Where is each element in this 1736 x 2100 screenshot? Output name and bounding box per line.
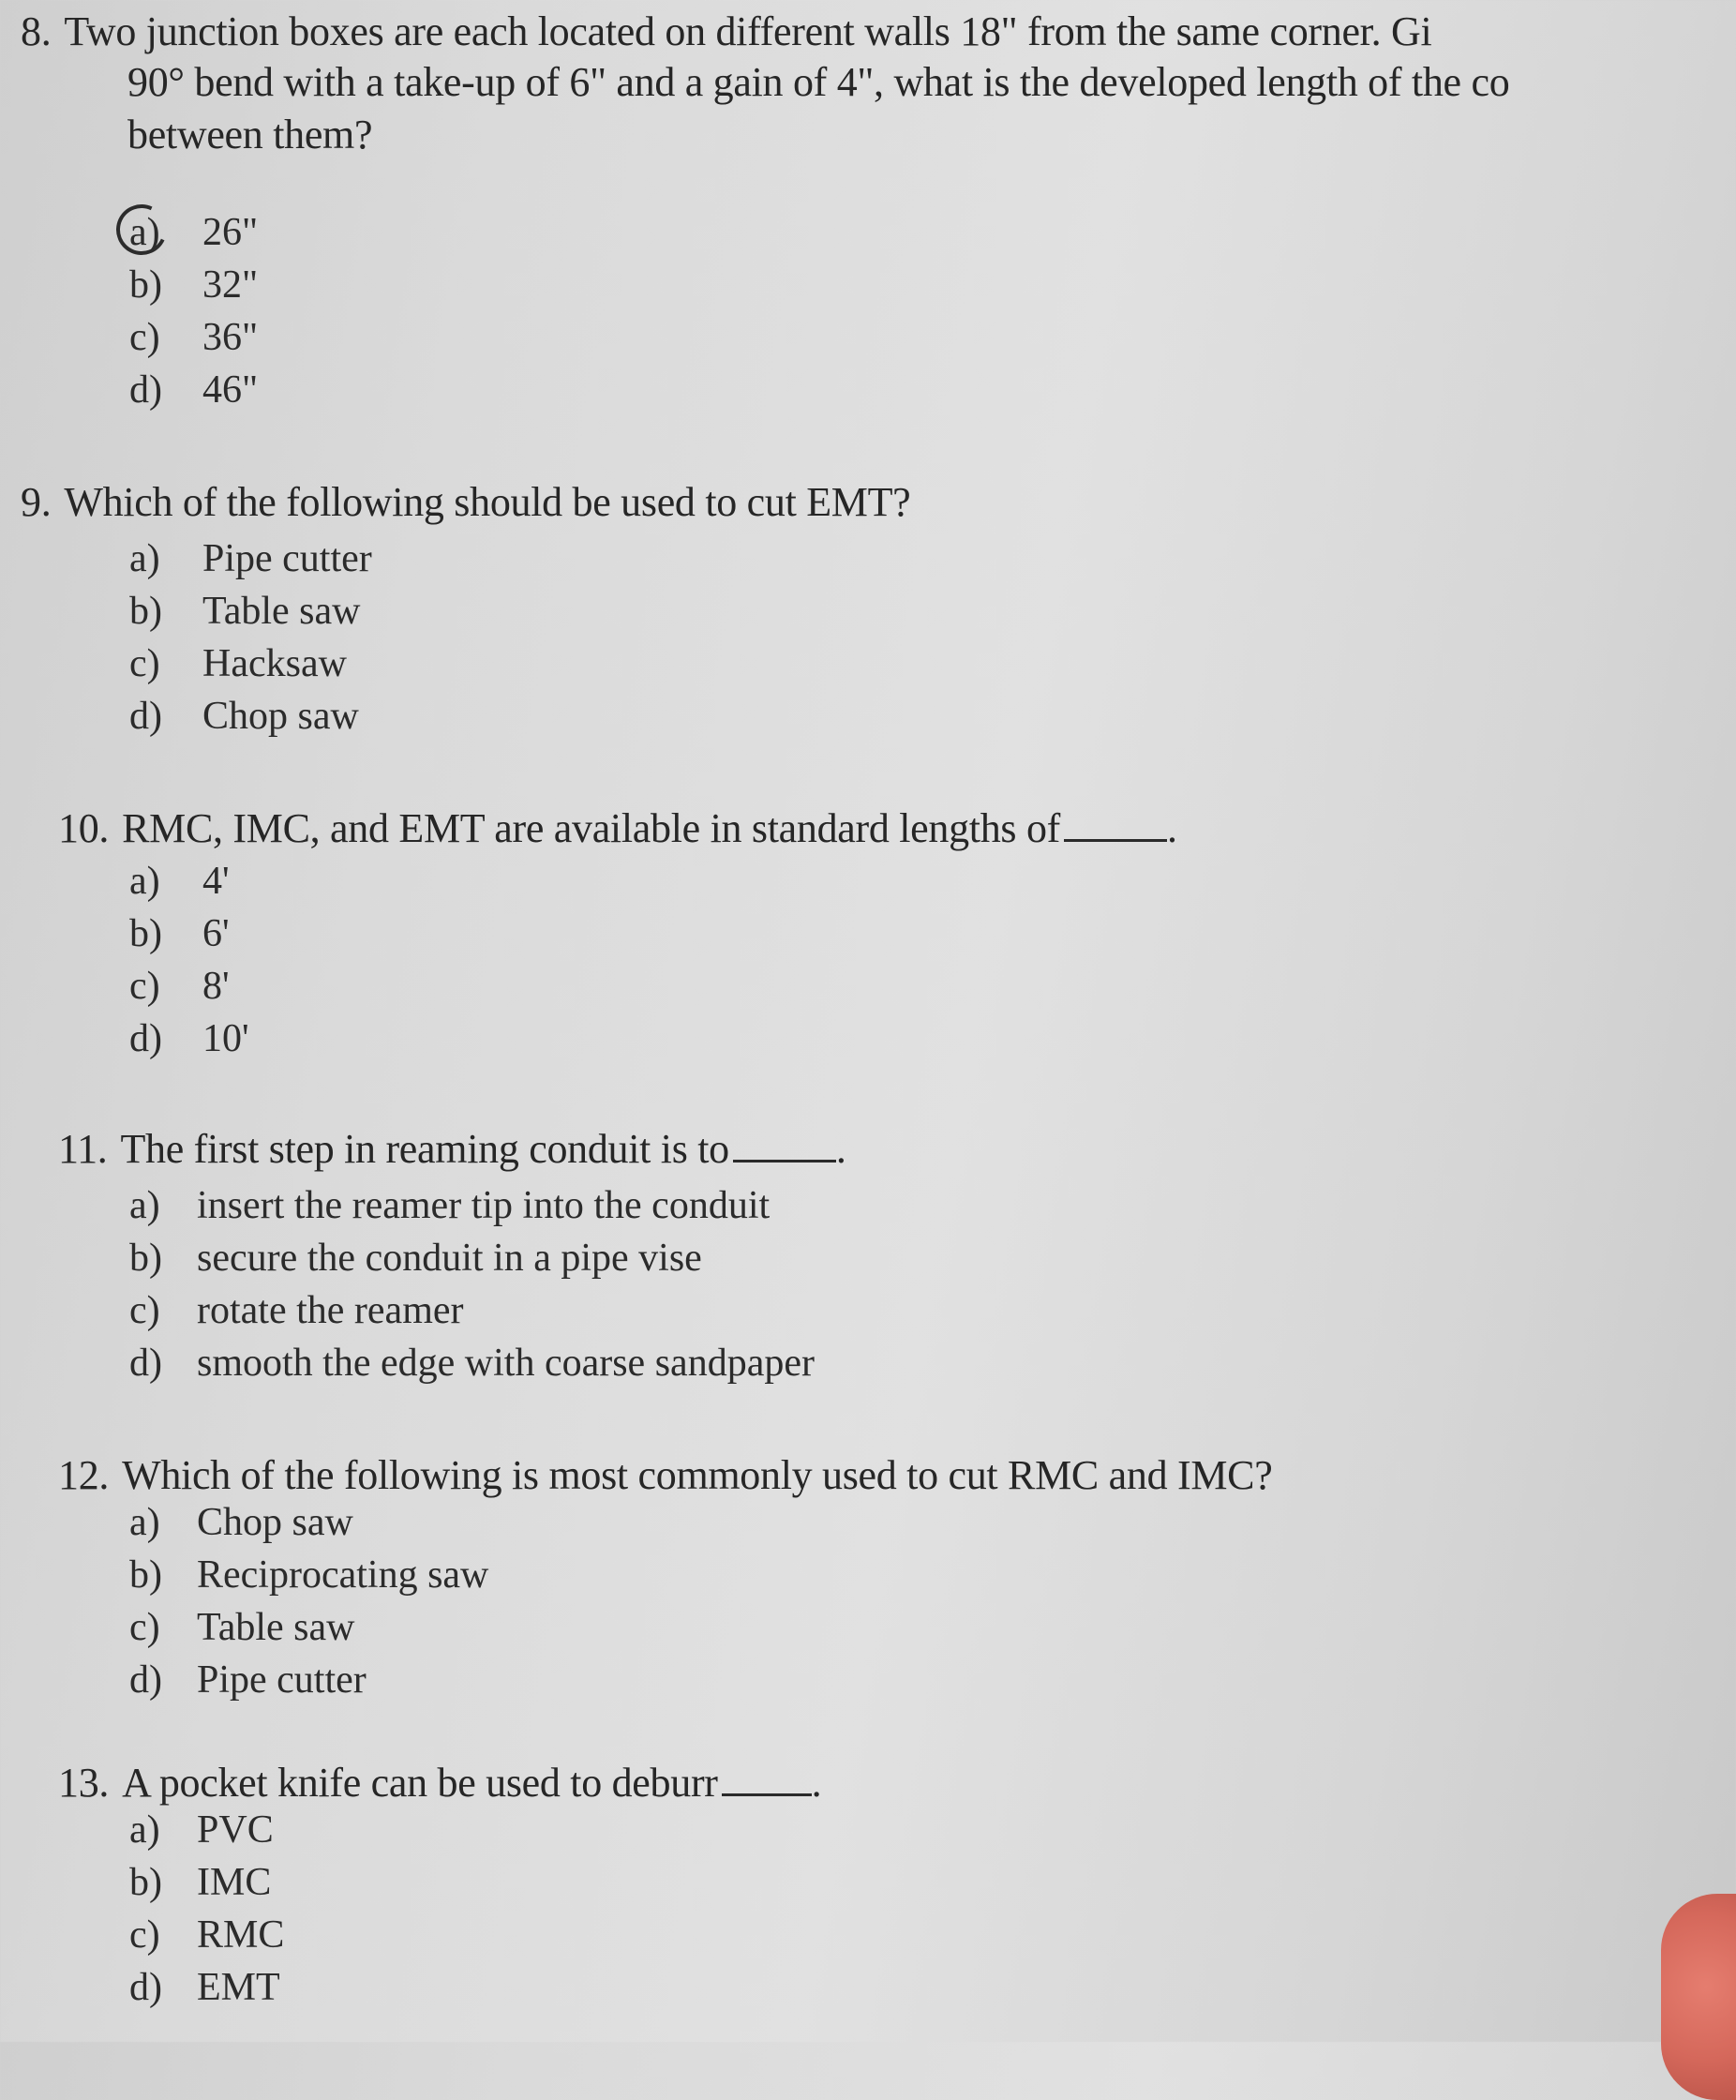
- option-d[interactable]: [129, 1658, 367, 1702]
- option-text: insert the reamer tip into the conduit: [197, 1184, 771, 1227]
- option-a[interactable]: [129, 536, 372, 581]
- question-text: Which of the following should be used to cut EMT?: [64, 479, 911, 525]
- question-text: A pocket knife can be used to deburr: [122, 1760, 718, 1806]
- answer-blank[interactable]: [733, 1126, 836, 1162]
- option-letter: d): [129, 1342, 162, 1385]
- option-text: Pipe cutter: [197, 1658, 367, 1702]
- option-letter: c): [129, 316, 160, 359]
- question-number: 9.: [21, 479, 52, 525]
- option-text: secure the conduit in a pipe vise: [197, 1237, 702, 1280]
- option-text: 6': [202, 912, 230, 955]
- option-letter: c): [129, 965, 160, 1008]
- option-c[interactable]: [129, 964, 230, 1009]
- question-number: 8.: [21, 8, 52, 54]
- question-11-line-1: [58, 1125, 846, 1173]
- option-c[interactable]: [129, 315, 258, 360]
- option-letter: a): [129, 1808, 160, 1852]
- option-letter: d): [129, 368, 162, 412]
- option-text: Table saw: [202, 590, 361, 633]
- option-text: Table saw: [197, 1606, 355, 1649]
- option-letter: d): [129, 1017, 162, 1060]
- question-text: Two junction boxes are each located on different walls 18" from the same corner. Gi: [64, 8, 1432, 54]
- option-b[interactable]: [129, 911, 230, 956]
- option-letter: a): [129, 1184, 160, 1227]
- option-text: 32": [202, 263, 259, 307]
- option-letter: b): [129, 1237, 162, 1280]
- option-text: Chop saw: [197, 1501, 353, 1544]
- answer-blank[interactable]: [1064, 805, 1167, 842]
- option-letter: a): [129, 211, 160, 254]
- option-a[interactable]: [129, 1183, 770, 1228]
- option-text: 4': [202, 860, 230, 903]
- option-b[interactable]: [129, 1552, 488, 1598]
- question-9-line-1: [21, 478, 910, 526]
- option-letter: a): [129, 1501, 160, 1544]
- question-text: RMC, IMC, and EMT are available in standard lengths of: [122, 805, 1061, 851]
- option-d[interactable]: [129, 694, 359, 739]
- option-a[interactable]: [129, 210, 258, 255]
- option-d[interactable]: [129, 1016, 249, 1061]
- option-letter: b): [129, 1553, 162, 1597]
- answer-blank[interactable]: [722, 1760, 812, 1796]
- option-text: Reciprocating saw: [197, 1553, 489, 1597]
- question-12-line-1: [58, 1451, 1272, 1499]
- option-text: PVC: [197, 1808, 274, 1852]
- option-b[interactable]: [129, 1236, 702, 1281]
- option-d[interactable]: [129, 1965, 280, 2010]
- option-c[interactable]: [129, 641, 347, 686]
- option-c[interactable]: [129, 1605, 355, 1650]
- option-c[interactable]: [129, 1912, 284, 1958]
- option-text: Pipe cutter: [202, 537, 372, 580]
- option-letter: c): [129, 642, 160, 685]
- option-text: IMC: [197, 1861, 272, 1904]
- option-a[interactable]: [129, 859, 230, 904]
- question-number: 10.: [58, 805, 110, 851]
- option-letter: c): [129, 1289, 160, 1332]
- option-letter: b): [129, 912, 162, 955]
- question-8-line-2: 90° bend with a take-up of 6" and a gain of 4", what is the developed length of the co: [127, 59, 1510, 105]
- option-text: Hacksaw: [202, 642, 347, 685]
- question-number: 13.: [58, 1760, 110, 1806]
- option-text: 36": [202, 316, 259, 359]
- question-number: 11.: [58, 1126, 108, 1172]
- option-text: 26": [202, 211, 259, 254]
- blank-period: .: [1167, 805, 1177, 851]
- question-13-line-1: [58, 1759, 821, 1807]
- option-b[interactable]: [129, 589, 361, 634]
- option-letter: c): [129, 1913, 160, 1957]
- option-letter: b): [129, 1861, 162, 1904]
- option-b[interactable]: [129, 1860, 271, 1905]
- option-text: Chop saw: [202, 695, 359, 738]
- option-letter: d): [129, 695, 162, 738]
- option-a[interactable]: [129, 1500, 353, 1545]
- blank-period: .: [835, 1126, 846, 1172]
- option-text: 8': [202, 965, 230, 1008]
- option-letter: d): [129, 1658, 162, 1702]
- option-letter: b): [129, 590, 162, 633]
- option-text: 10': [202, 1017, 249, 1060]
- option-text: EMT: [197, 1966, 280, 2009]
- blank-period: .: [811, 1760, 822, 1806]
- option-d[interactable]: [129, 368, 258, 412]
- question-number: 12.: [58, 1452, 110, 1498]
- option-letter: b): [129, 263, 162, 307]
- fingertip-in-photo: [1661, 1894, 1736, 2100]
- option-letter: c): [129, 1606, 160, 1649]
- option-text: 46": [202, 368, 259, 412]
- question-text: The first step in reaming conduit is to: [120, 1126, 729, 1172]
- option-a[interactable]: [129, 1808, 274, 1852]
- option-d[interactable]: [129, 1341, 815, 1386]
- option-text: RMC: [197, 1913, 285, 1957]
- option-letter: a): [129, 860, 160, 903]
- option-letter: a): [129, 537, 160, 580]
- question-8-line-3: between them?: [127, 112, 373, 158]
- option-text: rotate the reamer: [197, 1289, 464, 1332]
- option-text: smooth the edge with coarse sandpaper: [197, 1342, 815, 1385]
- option-b[interactable]: [129, 262, 258, 308]
- question-text: Which of the following is most commonly used to cut RMC and IMC?: [122, 1452, 1273, 1498]
- option-letter: d): [129, 1966, 162, 2009]
- question-8-line-1: [21, 8, 1431, 55]
- question-10-line-1: [58, 804, 1177, 852]
- option-c[interactable]: [129, 1288, 463, 1333]
